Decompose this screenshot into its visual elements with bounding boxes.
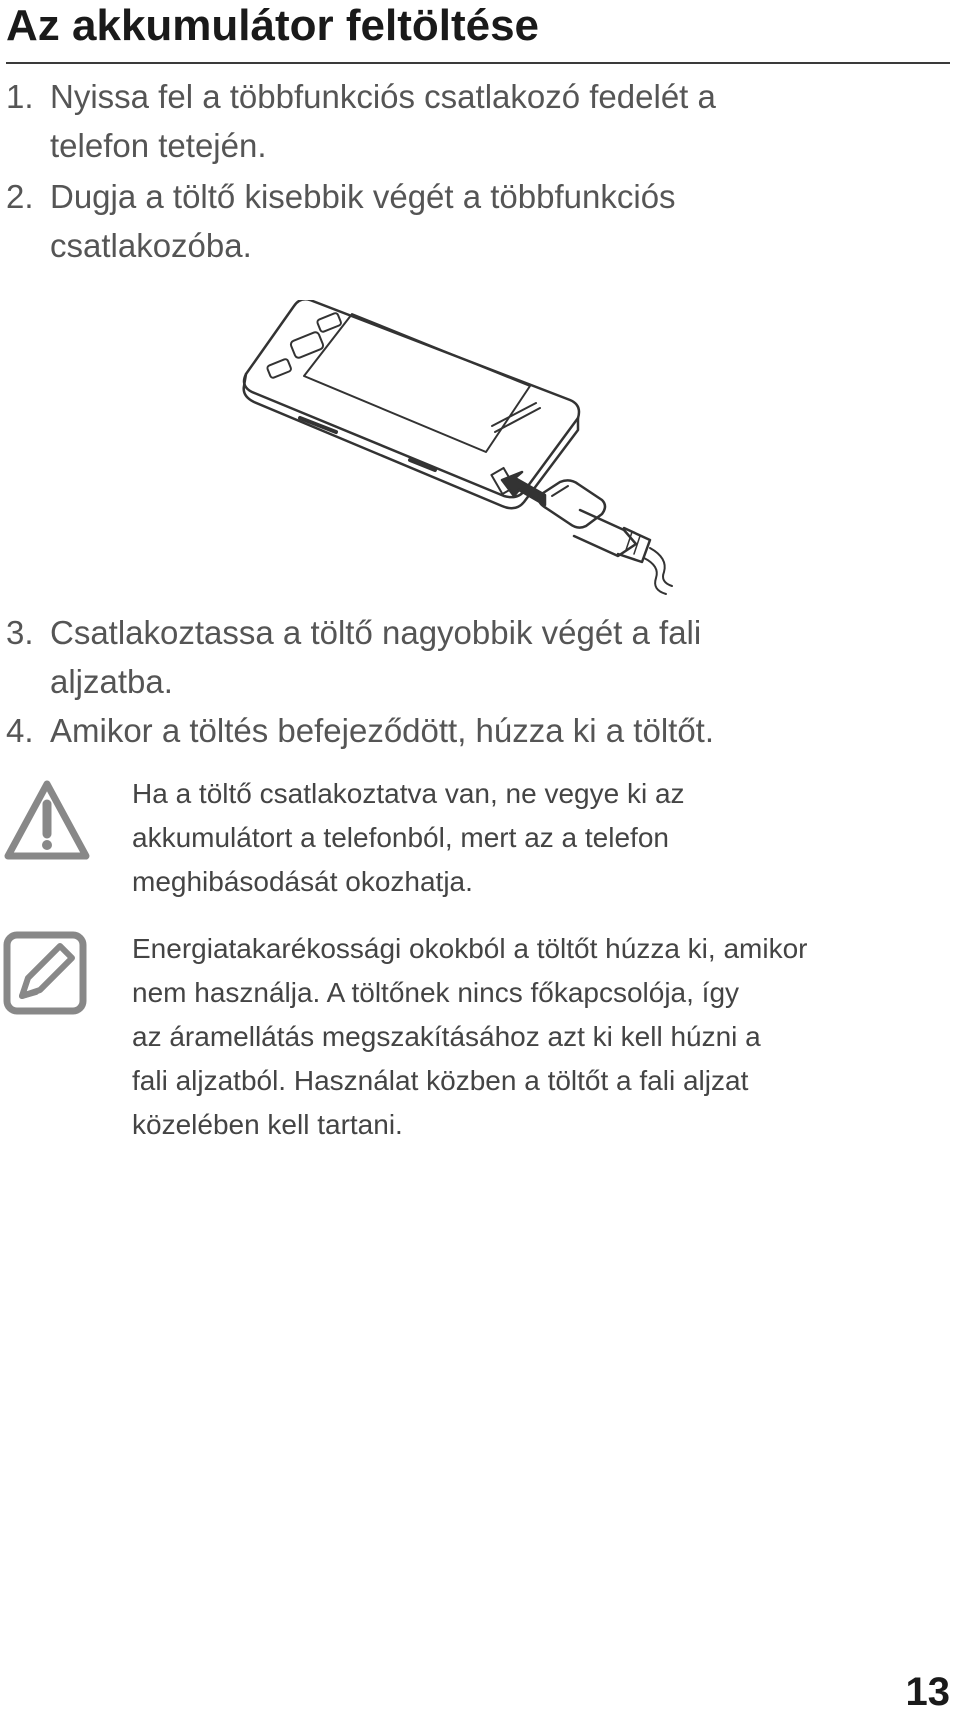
- step-number: 2.: [6, 178, 34, 215]
- warning-triangle-icon: [2, 778, 92, 864]
- warning-line: Ha a töltő csatlakoztatva van, ne vegye ki az: [132, 778, 685, 809]
- step-text: Nyissa fel a többfunkciós csatlakozó fedelét a: [50, 78, 716, 115]
- info-line: közelében kell tartani.: [132, 1109, 403, 1140]
- pencil-note-icon: [2, 930, 88, 1016]
- step-text: Amikor a töltés befejeződött, húzza ki a töltőt.: [50, 712, 715, 749]
- info-note: [132, 927, 932, 1147]
- key-top: [317, 312, 342, 332]
- step-number: 1.: [6, 78, 34, 115]
- warning-note: [132, 772, 932, 904]
- step-text-continued: telefon tetején.: [50, 127, 267, 164]
- step-text: Dugja a töltő kisebbik végét a többfunkciós: [50, 178, 676, 215]
- info-line: az áramellátás megszakításához azt ki kell húzni a: [132, 1021, 761, 1052]
- step-3: [6, 608, 906, 706]
- info-line: fali aljzatból. Használat közben a töltőt a fali aljzat: [132, 1065, 749, 1096]
- info-line: nem használja. A töltőnek nincs főkapcsolója, így: [132, 977, 740, 1008]
- phone-charger-illustration: [240, 300, 740, 620]
- page-number: 13: [905, 1670, 950, 1714]
- step-number: 4.: [6, 712, 34, 749]
- step-2: [6, 172, 906, 270]
- info-line: Energiatakarékossági okokból a töltőt húzza ki, amikor: [132, 933, 808, 964]
- step-4: [6, 706, 906, 755]
- key-center: [290, 331, 325, 359]
- step-text-continued: csatlakozóba.: [50, 227, 252, 264]
- step-text-continued: aljzatba.: [50, 663, 173, 700]
- step-1: [6, 72, 906, 170]
- charger-plug: [539, 480, 605, 527]
- title-divider: [6, 62, 950, 64]
- step-text: Csatlakoztassa a töltő nagyobbik végét a fali: [50, 614, 702, 651]
- page-title: Az akkumulátor feltöltése: [6, 1, 540, 50]
- warning-line: akkumulátort a telefonból, mert az a telefon: [132, 822, 669, 853]
- key-bottom: [267, 358, 292, 378]
- step-number: 3.: [6, 614, 34, 651]
- warning-line: meghibásodását okozhatja.: [132, 866, 473, 897]
- charger-cable: [650, 548, 672, 586]
